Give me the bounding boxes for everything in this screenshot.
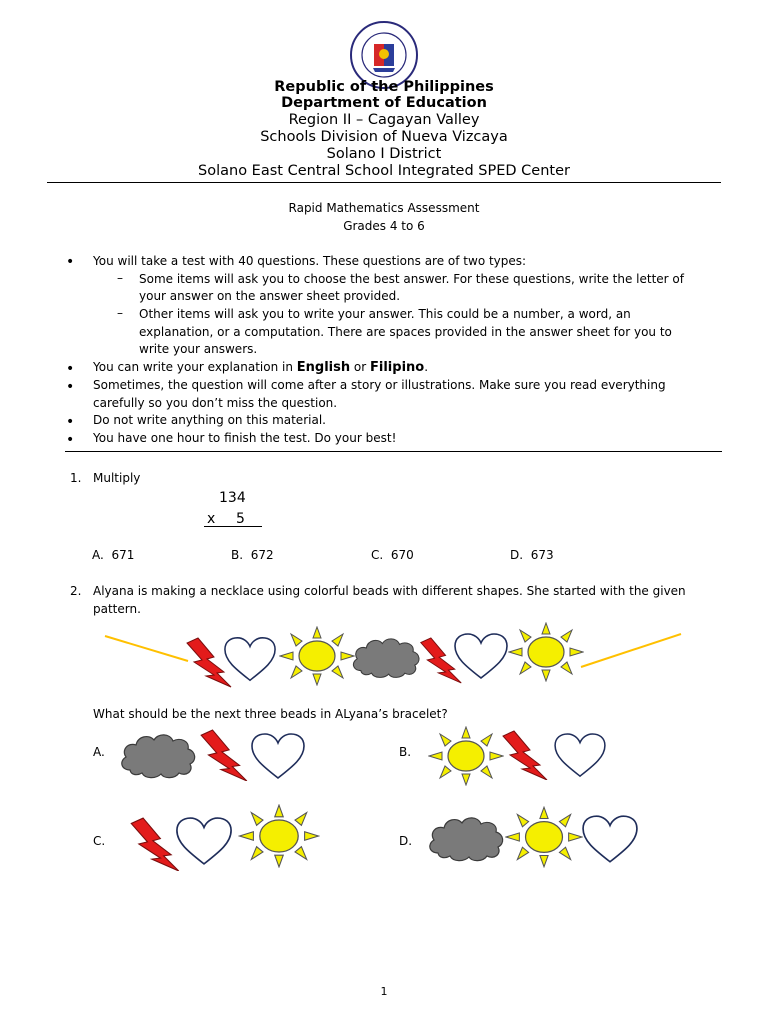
instruction-test-length: You will take a test with 40 questions. These questions are of two types: [93, 254, 527, 268]
heart-bead [223, 636, 277, 684]
option-letter: A. [92, 548, 104, 562]
or-text: or [350, 360, 371, 374]
heart-icon [581, 815, 639, 865]
instruction-read-carefully-1: Sometimes, the question will come after a story or illustrations. Make sure you read everything [93, 378, 666, 392]
header-region: Region II – Cagayan Valley [288, 112, 480, 128]
option-a[interactable] [92, 548, 134, 562]
bullet: • [66, 254, 75, 270]
option-letter: B. [399, 745, 412, 759]
assessment-title: Rapid Mathematics Assessment [288, 201, 480, 215]
sun-icon [428, 726, 504, 786]
option-d[interactable] [510, 548, 554, 562]
cloud-icon [426, 813, 506, 863]
instruction-language-text: You can write your explanation in [93, 360, 297, 374]
option-value: 671 [111, 548, 135, 562]
cloud-icon [118, 730, 198, 780]
question-prompt-line-2: pattern. [93, 602, 141, 616]
header-school: Solano East Central School Integrated SPED Center [198, 163, 570, 179]
bullet: • [66, 414, 75, 430]
option-value: 670 [390, 548, 414, 562]
header-department: Department of Education [281, 95, 487, 111]
instruction-read-carefully-2: carefully so you don’t miss the question. [93, 396, 338, 410]
option-letter: D. [510, 548, 524, 562]
header-republic: Republic of the Philippines [274, 79, 494, 95]
lightning-icon [196, 729, 252, 781]
sun-icon [505, 806, 583, 868]
option-value: 672 [250, 548, 274, 562]
multiplication-underline [204, 526, 262, 527]
heart-icon [552, 733, 608, 779]
filipino-label: Filipino [370, 360, 425, 375]
sun-bead [279, 626, 355, 686]
header-division: Schools Division of Nueva Vizcaya [260, 129, 508, 145]
option-b[interactable] [231, 548, 274, 562]
heart-bead [453, 633, 509, 681]
option-letter: A. [93, 745, 105, 759]
page-number: 1 [380, 985, 388, 998]
necklace-string-left [104, 634, 190, 664]
bullet: • [66, 361, 75, 377]
period: . [424, 360, 429, 374]
sun-icon [238, 804, 320, 868]
instruction-open-ended-2: explanation, or a computation. There are spaces provided in the answer sheet for you to [139, 325, 672, 339]
question-prompt-line-1: Alyana is making a necklace using colorful beads with different shapes. She started with the given [93, 584, 686, 598]
sub-question: What should be the next three beads in ALyana’s bracelet? [93, 707, 448, 721]
multiplier: 5 [236, 511, 245, 527]
instruction-multiple-choice-1: Some items will ask you to choose the best answer. For these questions, write the letter of [139, 272, 684, 286]
lightning-icon [498, 730, 552, 780]
heart-icon [173, 817, 235, 867]
instruction-language [93, 359, 428, 377]
instruction-open-ended-3: write your answers. [139, 342, 258, 356]
instruction-no-writing: Do not write anything on this material. [93, 413, 326, 427]
instruction-open-ended-1: Other items will ask you to write your answer. This could be a number, a word, an [139, 307, 631, 321]
question-number: 1. [70, 471, 82, 485]
heart-icon [248, 733, 308, 781]
bullet: • [66, 379, 75, 395]
option-letter: C. [371, 548, 384, 562]
cloud-bead [350, 634, 422, 680]
necklace-string-right [580, 632, 684, 670]
dash: – [117, 271, 123, 285]
header-district: Solano I District [326, 146, 442, 162]
option-c[interactable] [371, 548, 414, 562]
multiplicand: 134 [219, 490, 246, 506]
option-letter: B. [231, 548, 244, 562]
option-letter: D. [399, 834, 413, 848]
grade-level: Grades 4 to 6 [343, 219, 425, 233]
english-label: English [296, 360, 351, 375]
bullet: • [66, 432, 75, 448]
dash: – [117, 306, 123, 320]
question-number: 2. [70, 584, 82, 598]
times-sign: x [207, 511, 216, 527]
instructions-divider [65, 451, 722, 452]
header-divider [47, 182, 721, 183]
instruction-multiple-choice-2: your answer on the answer sheet provided. [139, 289, 401, 303]
sun-bead [508, 622, 584, 682]
instruction-time-limit: You have one hour to finish the test. Do your best! [93, 431, 397, 445]
option-value: 673 [530, 548, 554, 562]
option-letter: C. [93, 834, 106, 848]
question-prompt: Multiply [93, 471, 141, 485]
